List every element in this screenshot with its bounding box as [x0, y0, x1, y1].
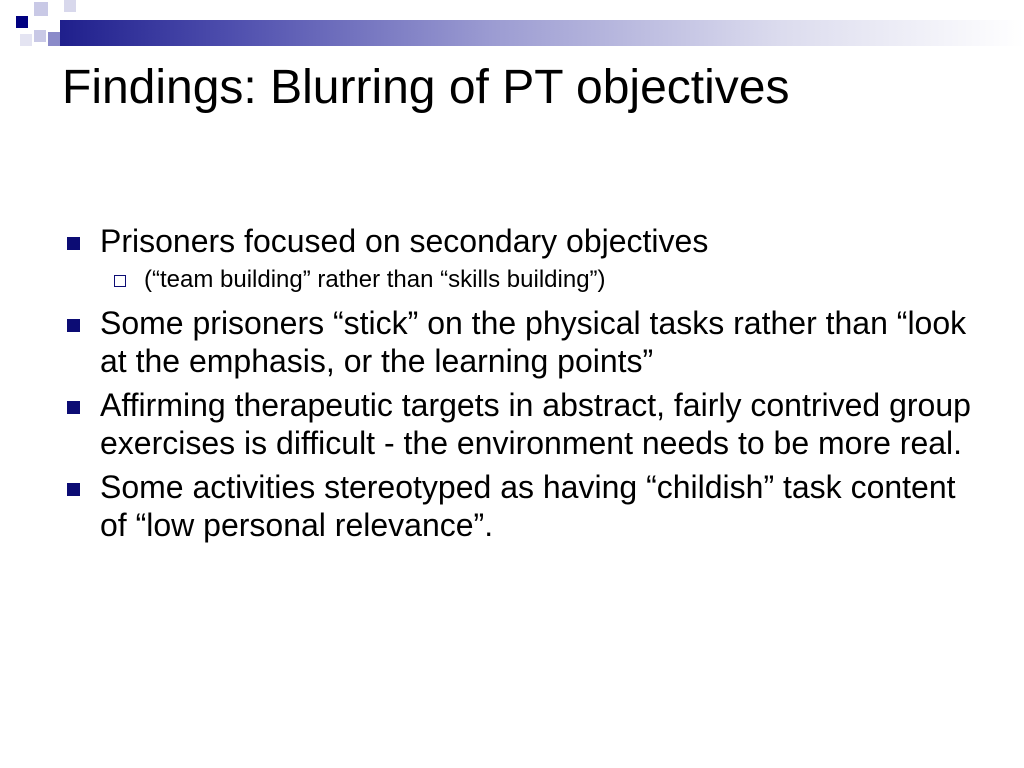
bullet-item — [62, 468, 982, 544]
hollow-square-bullet-icon — [114, 275, 126, 287]
header-gradient-band — [60, 20, 1024, 46]
square-bullet-icon — [67, 319, 80, 332]
bullet-item — [62, 222, 982, 260]
square-bullet-icon — [67, 401, 80, 414]
decor-square — [20, 34, 32, 46]
bullet-item — [62, 386, 982, 462]
bullet-item — [62, 304, 982, 380]
bullet-text: Some activities stereotyped as having “childish” task content of “low personal relevance”. — [100, 469, 956, 543]
decor-square — [16, 16, 28, 28]
bullet-text: Some prisoners “stick” on the physical tasks rather than “look at the emphasis, or the learning points” — [100, 305, 967, 379]
square-bullet-icon — [67, 237, 80, 250]
bullet-text: Affirming therapeutic targets in abstract, fairly contrived group exercises is difficult - the environment needs to be more real. — [100, 387, 971, 461]
slide-title: Findings: Blurring of PT objectives — [62, 61, 790, 114]
decor-square — [64, 0, 76, 12]
decor-square — [34, 2, 48, 16]
bullet-text: Prisoners focused on secondary objectives — [100, 223, 709, 259]
sub-bullet-item — [62, 264, 982, 296]
square-bullet-icon — [67, 483, 80, 496]
bullet-list — [62, 222, 982, 550]
decor-square — [34, 30, 46, 42]
sub-bullet-text: (“team building” rather than “skills building”) — [144, 266, 606, 293]
